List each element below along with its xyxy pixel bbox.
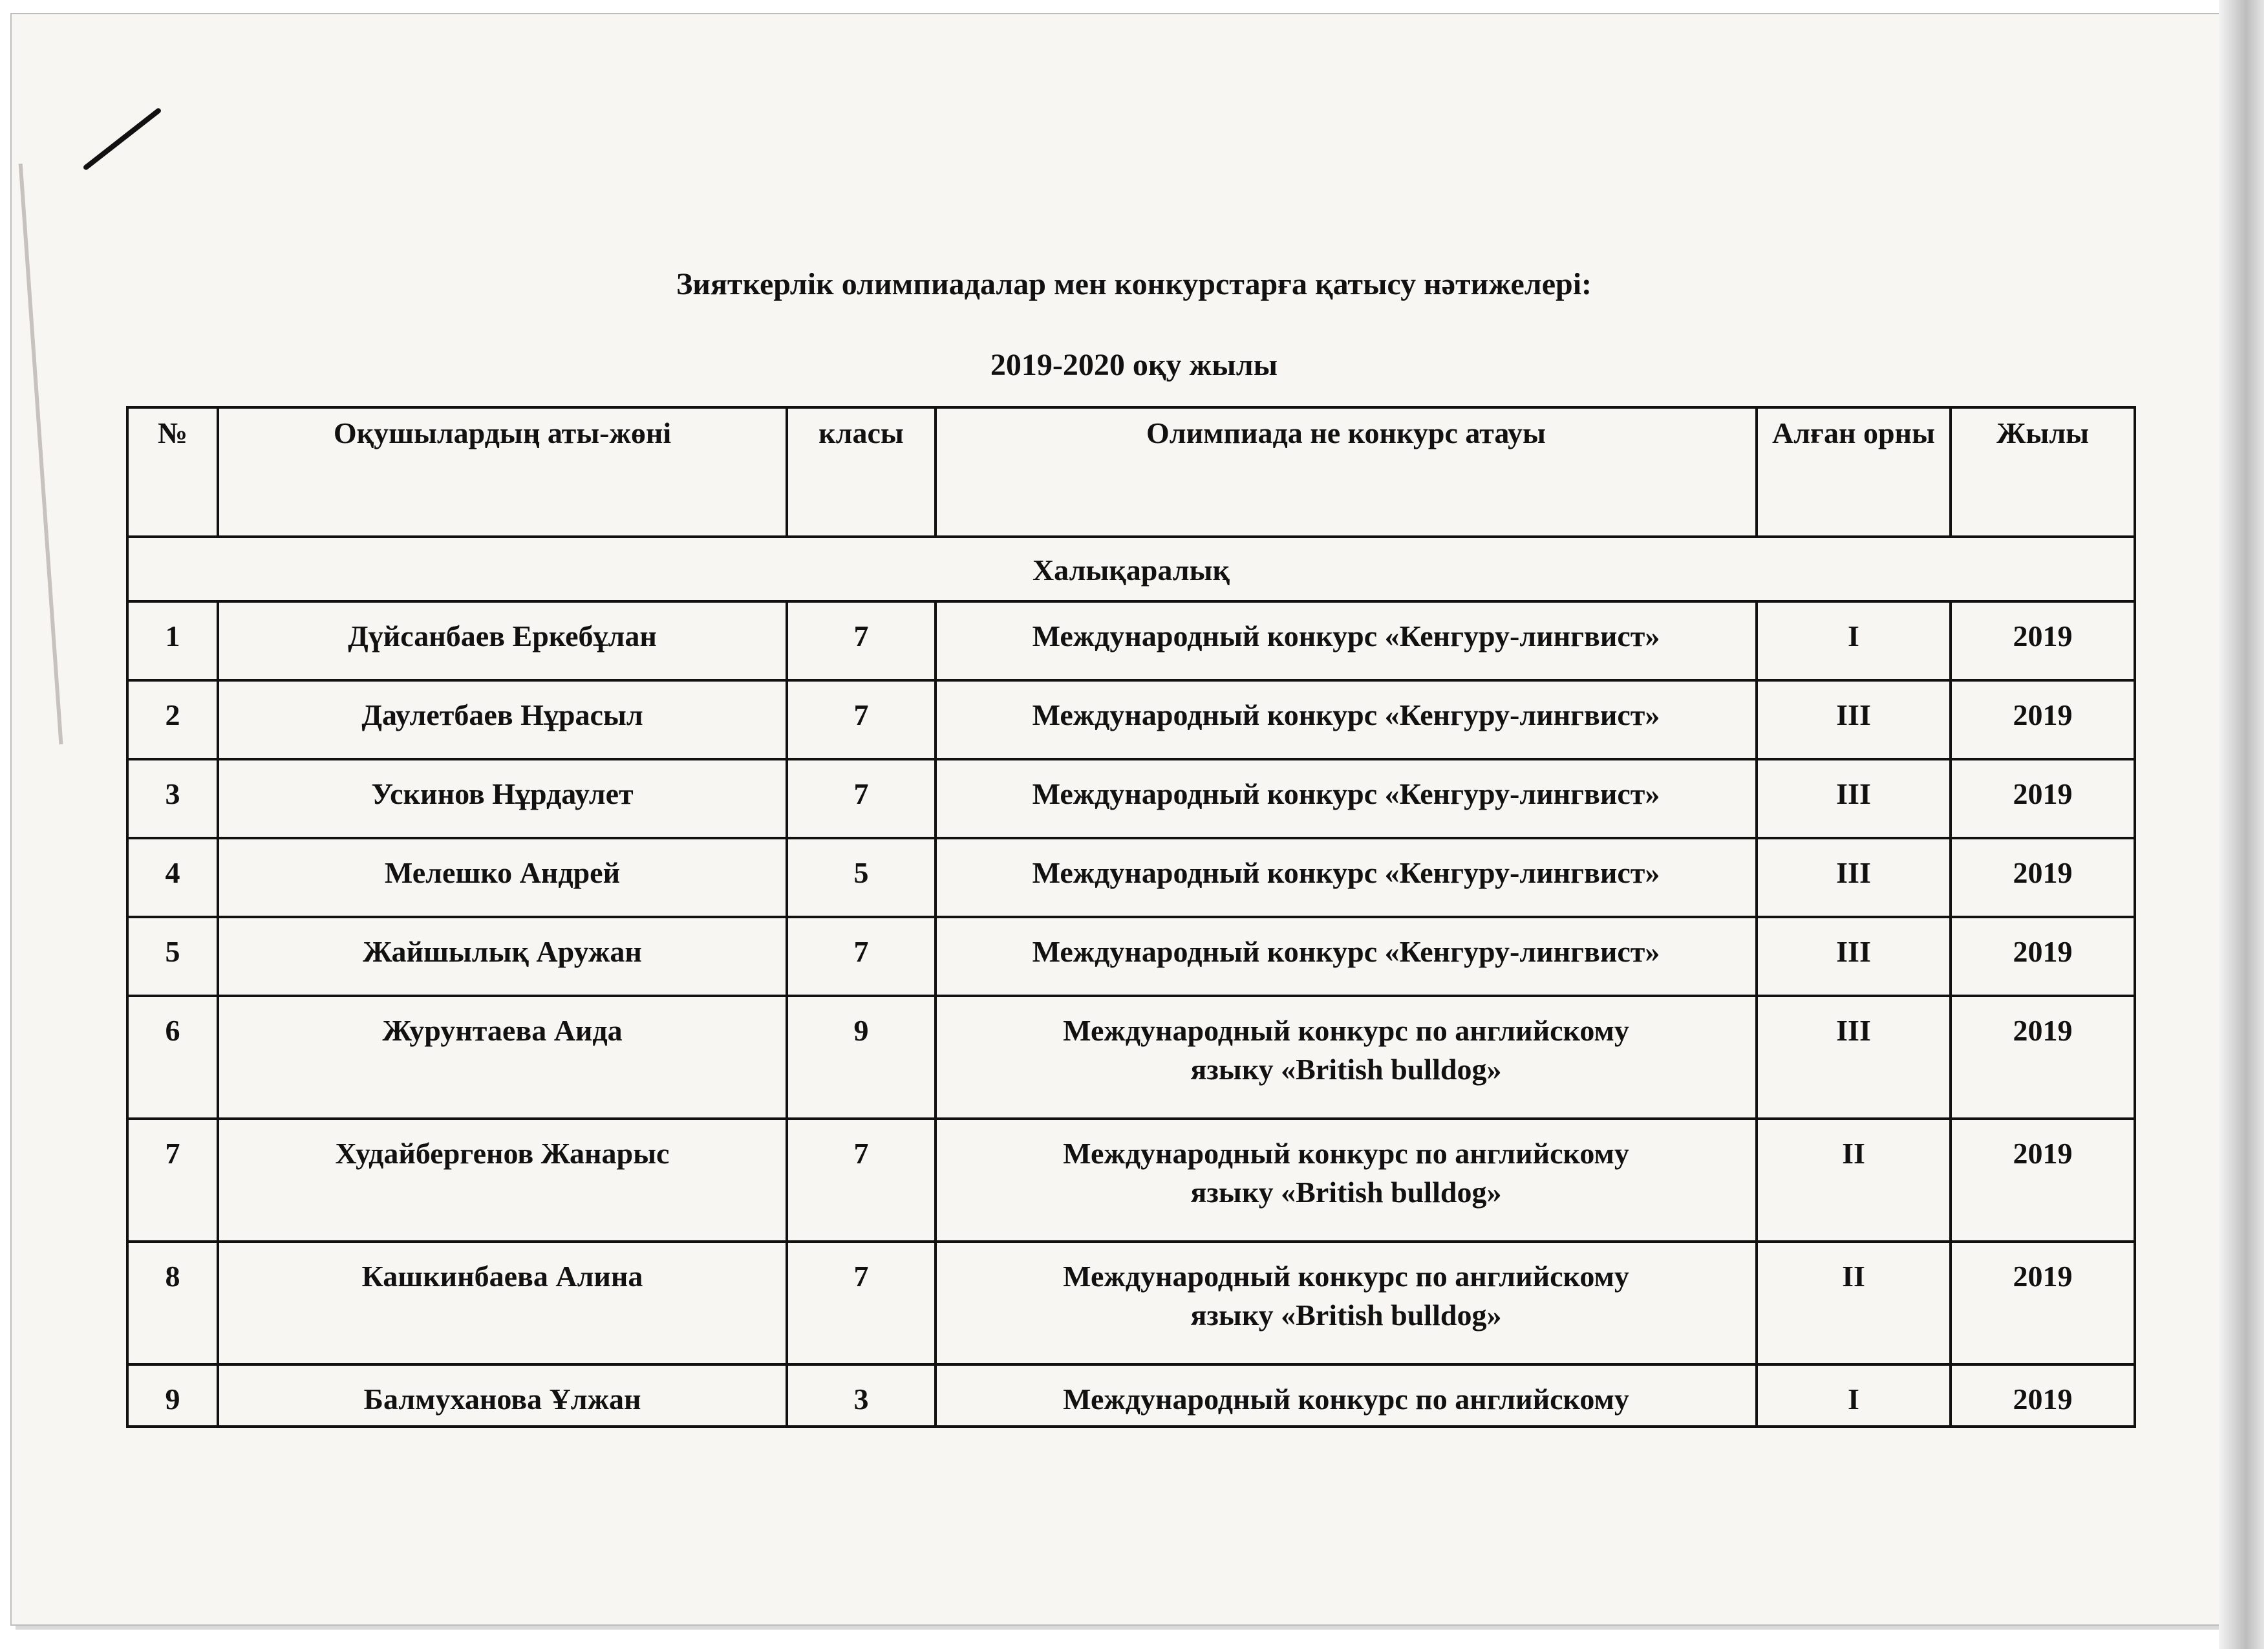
cell-contest: Международный конкурс «Кенгуру-лингвист» [936, 601, 1757, 680]
cell-year: 2019 [1951, 1119, 2135, 1242]
cell-year: 2019 [1951, 680, 2135, 759]
cell-num: 7 [127, 1119, 218, 1242]
table-row [127, 917, 2135, 996]
cell-num: 6 [127, 996, 218, 1119]
cell-name: Мелешко Андрей [218, 838, 787, 917]
header-contest: Олимпиада не конкурс атауы [936, 407, 1757, 537]
cell-contest [936, 1119, 1757, 1242]
cell-contest-line2: языку «British bulldog» [1190, 1299, 1502, 1331]
cell-contest: Международный конкурс по английскому [936, 1364, 1757, 1427]
cell-place: I [1757, 601, 1951, 680]
table-row [127, 838, 2135, 917]
cell-contest-line1: Международный конкурс по английскому [1063, 1014, 1629, 1047]
cell-place: II [1757, 1242, 1951, 1364]
document-subtitle: 2019-2020 оқу жылы [990, 348, 1278, 382]
cell-class: 5 [787, 838, 936, 917]
header-class: класы [787, 407, 936, 537]
cell-num: 3 [127, 759, 218, 838]
cell-class: 7 [787, 917, 936, 996]
cell-num: 2 [127, 680, 218, 759]
results-table [126, 406, 2136, 1428]
cell-place: II [1757, 1119, 1951, 1242]
header-year: Жылы [1951, 407, 2135, 537]
cell-contest [936, 996, 1757, 1119]
cell-year: 2019 [1951, 759, 2135, 838]
cell-class: 7 [787, 759, 936, 838]
stacked-pages-edge [2219, 0, 2264, 1649]
cell-year: 2019 [1951, 1364, 2135, 1427]
cell-num: 4 [127, 838, 218, 917]
section-title: Халықаралық [127, 537, 2135, 601]
cell-place: III [1757, 996, 1951, 1119]
cell-contest-line1: Международный конкурс по английскому [1063, 1137, 1629, 1170]
cell-class: 7 [787, 601, 936, 680]
cell-place: III [1757, 680, 1951, 759]
table-row [127, 1364, 2135, 1427]
table-row [127, 1242, 2135, 1364]
header-name: Оқушылардың аты-жөні [218, 407, 787, 537]
cell-num: 5 [127, 917, 218, 996]
cell-contest-line1: Международный конкурс по английскому [1063, 1260, 1629, 1293]
cell-name: Кашкинбаева Алина [218, 1242, 787, 1364]
cell-year: 2019 [1951, 996, 2135, 1119]
cell-num: 1 [127, 601, 218, 680]
cell-name: Ускинов Нұрдаулет [218, 759, 787, 838]
cell-contest: Международный конкурс «Кенгуру-лингвист» [936, 680, 1757, 759]
cell-class: 7 [787, 680, 936, 759]
cell-contest: Международный конкурс «Кенгуру-лингвист» [936, 917, 1757, 996]
cell-name: Дүйсанбаев Еркебұлан [218, 601, 787, 680]
section-row [127, 537, 2135, 601]
header-num: № [127, 407, 218, 537]
header-place: Алған орны [1757, 407, 1951, 537]
cell-contest-line2: языку «British bulldog» [1190, 1053, 1502, 1086]
table-row [127, 680, 2135, 759]
cell-class: 3 [787, 1364, 936, 1427]
cell-num: 8 [127, 1242, 218, 1364]
table-row [127, 996, 2135, 1119]
cell-contest-line2: языку «British bulldog» [1190, 1176, 1502, 1209]
cell-year: 2019 [1951, 838, 2135, 917]
cell-contest: Международный конкурс «Кенгуру-лингвист» [936, 759, 1757, 838]
cell-year: 2019 [1951, 1242, 2135, 1364]
cell-name: Журунтаева Аида [218, 996, 787, 1119]
cell-year: 2019 [1951, 917, 2135, 996]
cell-place: I [1757, 1364, 1951, 1427]
cell-place: III [1757, 917, 1951, 996]
table-row [127, 759, 2135, 838]
cell-class: 9 [787, 996, 936, 1119]
table-row [127, 1119, 2135, 1242]
cell-place: III [1757, 838, 1951, 917]
cell-name: Худайбергенов Жанарыс [218, 1119, 787, 1242]
table-row [127, 601, 2135, 680]
table-header-row [127, 407, 2135, 537]
cell-name: Даулетбаев Нұрасыл [218, 680, 787, 759]
document-title: Зияткерлік олимпиадалар мен конкурстарға қатысу нәтижелері: [676, 267, 1592, 301]
cell-place: III [1757, 759, 1951, 838]
cell-num: 9 [127, 1364, 218, 1427]
cell-name: Балмуханова Ұлжан [218, 1364, 787, 1427]
cell-class: 7 [787, 1119, 936, 1242]
cell-contest [936, 1242, 1757, 1364]
cell-year: 2019 [1951, 601, 2135, 680]
cell-name: Жайшылық Аружан [218, 917, 787, 996]
cell-class: 7 [787, 1242, 936, 1364]
cell-contest: Международный конкурс «Кенгуру-лингвист» [936, 838, 1757, 917]
